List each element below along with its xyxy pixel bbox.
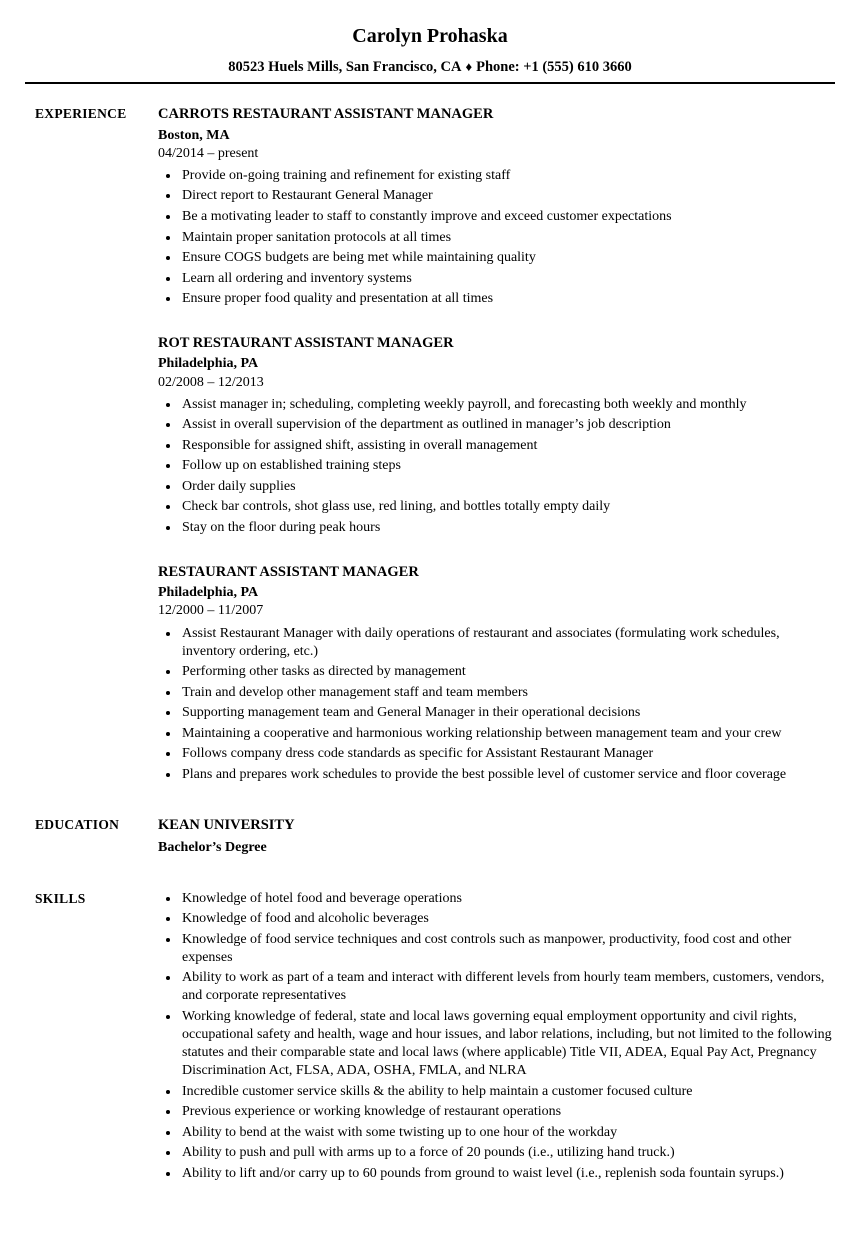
job-bullet-list	[158, 396, 835, 537]
job-entry	[158, 105, 835, 308]
bullet-item: • Supporting management team and General Manager in their operational decisions	[180, 704, 835, 722]
skill-item: • Ability to work as part of a team and interact with different levels from hourly team members, customers, vendors, and corporate representatives	[180, 969, 835, 1005]
job-bullet-list	[158, 167, 835, 308]
job-entry	[158, 334, 835, 537]
bullet-item: • Ensure proper food quality and presentation at all times	[180, 290, 835, 308]
skill-item: • Ability to bend at the waist with some twisting up to one hour of the workday	[180, 1124, 835, 1142]
bullet-item: • Stay on the floor during peak hours	[180, 519, 835, 537]
job-title: CARROTS RESTAURANT ASSISTANT MANAGER	[158, 106, 494, 123]
bullet-item: • Provide on-going training and refinement for existing staff	[180, 167, 835, 185]
bullet-item: • Ensure COGS budgets are being met while maintaining quality	[180, 249, 835, 267]
school-name: KEAN UNIVERSITY	[158, 817, 295, 834]
bullet-item: • Responsible for assigned shift, assisting in overall management	[180, 437, 835, 455]
bullet-item: • Assist in overall supervision of the department as outlined in manager’s job description	[180, 416, 835, 434]
skill-item: • Knowledge of food and alcoholic beverages	[180, 910, 835, 928]
bullet-item: • Assist Restaurant Manager with daily operations of restaurant and associates (formulating work schedules, inventory ordering, etc.)	[180, 625, 835, 661]
job-bullet-list	[158, 625, 835, 784]
job-location: Philadelphia, PA	[158, 356, 259, 372]
job-title: RESTAURANT ASSISTANT MANAGER	[158, 564, 419, 581]
bullet-item: • Maintain proper sanitation protocols at all times	[180, 229, 835, 247]
job-location: Boston, MA	[158, 127, 230, 143]
skill-item: • Ability to lift and/or carry up to 60 pounds from ground to waist level (i.e., replenish soda fountain syrups.)	[180, 1165, 835, 1183]
skill-item: • Knowledge of food service techniques and cost controls such as manpower, productivity, food cost and other expenses	[180, 931, 835, 967]
education-content	[158, 816, 835, 856]
bullet-item: • Check bar controls, shot glass use, red lining, and bottles totally empty daily	[180, 498, 835, 516]
skills-section	[35, 890, 835, 1186]
skill-item: • Working knowledge of federal, state and local laws governing equal employment opportunity and civil rights, occupational safety and health, wage and hour issues, and labor relations, including, but not limited to the following statutes and their comparable state and local laws (where applicable) Title VII, ADEA, Equal Pay Act, Pregnancy Discrimination Act, FLSA, ADA, OSHA, FMLA, and NLRA	[180, 1008, 835, 1080]
candidate-name: Carolyn Prohaska	[352, 25, 508, 47]
skill-item: • Ability to push and pull with arms up to a force of 20 pounds (i.e., utilizing hand truck.)	[180, 1144, 835, 1162]
skill-item: • Incredible customer service skills & the ability to help maintain a customer focused culture	[180, 1083, 835, 1101]
bullet-item: • Train and develop other management staff and team members	[180, 684, 835, 702]
bullet-item: • Be a motivating leader to staff to constantly improve and exceed customer expectations	[180, 208, 835, 226]
job-dates: 02/2008 – 12/2013	[158, 374, 264, 390]
experience-section	[35, 105, 835, 786]
job-dates: 04/2014 – present	[158, 145, 259, 161]
experience-content	[158, 105, 835, 786]
skills-list	[158, 890, 835, 1183]
diamond-icon: ♦	[465, 59, 473, 74]
job-entry	[158, 563, 835, 784]
header-divider	[25, 82, 835, 84]
skill-item: • Knowledge of hotel food and beverage operations	[180, 890, 835, 908]
section-label-skills: SKILLS	[35, 890, 86, 906]
bullet-item: • Learn all ordering and inventory systems	[180, 270, 835, 288]
bullet-item: • Follow up on established training steps	[180, 457, 835, 475]
skills-content	[158, 890, 835, 1186]
phone-text: Phone: +1 (555) 610 3660	[476, 59, 632, 75]
resume-header	[0, 0, 860, 76]
education-section	[35, 816, 835, 856]
section-label-education: EDUCATION	[35, 817, 120, 833]
bullet-item: • Follows company dress code standards as specific for Assistant Restaurant Manager	[180, 745, 835, 763]
bullet-item: • Plans and prepares work schedules to provide the best possible level of customer service and floor coverage	[180, 766, 835, 784]
job-dates: 12/2000 – 11/2007	[158, 603, 264, 619]
bullet-item: • Order daily supplies	[180, 478, 835, 496]
bullet-item: • Direct report to Restaurant General Manager	[180, 187, 835, 205]
address-text: 80523 Huels Mills, San Francisco, CA	[228, 59, 462, 75]
section-label-experience: EXPERIENCE	[35, 106, 127, 122]
resume-body	[0, 105, 860, 1225]
degree: Bachelor’s Degree	[158, 839, 267, 855]
skill-item: • Previous experience or working knowledge of restaurant operations	[180, 1103, 835, 1121]
bullet-item: • Maintaining a cooperative and harmonious working relationship between management team and your crew	[180, 725, 835, 743]
contact-line	[0, 59, 860, 76]
job-title: ROT RESTAURANT ASSISTANT MANAGER	[158, 335, 454, 352]
bullet-item: • Performing other tasks as directed by management	[180, 663, 835, 681]
bullet-item: • Assist manager in; scheduling, completing weekly payroll, and forecasting both weekly and monthly	[180, 396, 835, 414]
job-location: Philadelphia, PA	[158, 585, 259, 601]
